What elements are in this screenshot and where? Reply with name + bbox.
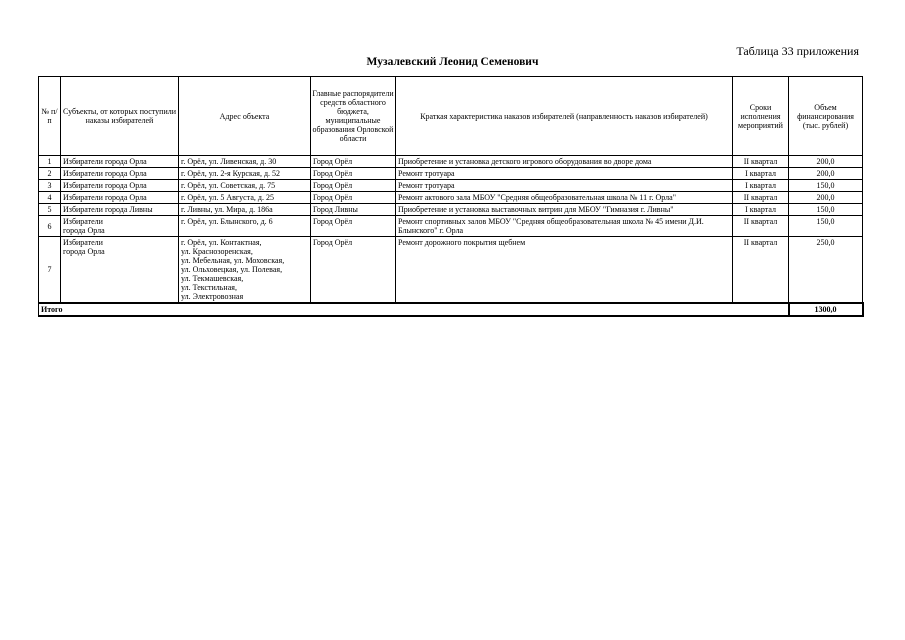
row-description: Ремонт дорожного покрытия щебнем [396, 237, 733, 304]
row-address-line: г. Орёл, ул. Контактная, [181, 238, 262, 247]
row-amount: 200,0 [789, 192, 863, 204]
row-address: г. Орёл, ул. 5 Августа, д. 25 [179, 192, 311, 204]
row-manager: Город Орёл [311, 156, 396, 168]
row-amount: 250,0 [789, 237, 863, 304]
row-subject: Избиратели города Орла [61, 180, 179, 192]
row-number: 4 [39, 192, 61, 204]
row-subject: Избиратели города Орла [61, 168, 179, 180]
column-header-subjects: Субъекты, от которых поступили наказы избирателей [61, 77, 179, 156]
table-caption: Таблица 33 приложения [736, 44, 859, 58]
row-number: 6 [39, 216, 61, 237]
row-subject-line: Избиратели [63, 217, 103, 226]
row-subject: Избиратели города Орла [61, 192, 179, 204]
row-address-line: ул. Текстильная, [181, 283, 237, 292]
row-description: Ремонт тротуара [396, 180, 733, 192]
row-term: II квартал [733, 192, 789, 204]
table-header-row [39, 77, 863, 156]
row-term: I квартал [733, 204, 789, 216]
row-description: Ремонт спортивных залов МБОУ "Средняя общеобразовательная школа № 45 имени Д.И. Блынского" г. Орла [396, 216, 733, 237]
row-number: 3 [39, 180, 61, 192]
row-address: г. Орёл, ул. Блынского, д. 6 [179, 216, 311, 237]
row-manager: Город Орёл [311, 237, 396, 304]
row-term: I квартал [733, 168, 789, 180]
total-amount: 1300,0 [789, 303, 863, 316]
row-term: II квартал [733, 216, 789, 237]
deputy-name: Музалевский Леонид Семенович [366, 56, 539, 68]
row-subject [61, 216, 179, 237]
row-subject: Избиратели города Орла [61, 156, 179, 168]
row-address [179, 237, 311, 304]
row-address: г. Орёл, ул. Советская, д. 75 [179, 180, 311, 192]
total-row [39, 303, 863, 316]
table-row [39, 168, 863, 180]
row-manager: Город Орёл [311, 216, 396, 237]
row-address-line: ул. Ольховецкая, ул. Полевая, [181, 265, 283, 274]
row-number: 1 [39, 156, 61, 168]
row-term: II квартал [733, 237, 789, 304]
row-subject-line: города Орла [63, 247, 105, 256]
table-row [39, 156, 863, 168]
row-number: 2 [39, 168, 61, 180]
column-header-address: Адрес объекта [179, 77, 311, 156]
row-term: II квартал [733, 156, 789, 168]
row-address-line: ул. Мебельная, ул. Моховская, [181, 256, 285, 265]
row-description: Ремонт актового зала МБОУ "Средняя общеобразовательная школа № 11 г. Орла" [396, 192, 733, 204]
row-number: 7 [39, 237, 61, 304]
row-amount: 150,0 [789, 216, 863, 237]
row-address-line: ул. Электровозная [181, 292, 244, 301]
row-term: I квартал [733, 180, 789, 192]
row-subject-line: города Орла [63, 226, 105, 235]
column-header-amount: Объем финансирования (тыс. рублей) [789, 77, 863, 156]
row-subject-line: Избиратели [63, 238, 103, 247]
row-address: г. Орёл, ул. Ливенская, д. 30 [179, 156, 311, 168]
column-header-num: № п/п [39, 77, 61, 156]
row-amount: 200,0 [789, 156, 863, 168]
row-address-line: ул. Краснозоренская, [181, 247, 253, 256]
column-header-managers: Главные распорядители средств областного бюджета, муниципальные образования Орловской области [311, 77, 396, 156]
row-manager: Город Орёл [311, 192, 396, 204]
voter-orders-table [38, 76, 864, 317]
row-description: Ремонт тротуара [396, 168, 733, 180]
table-row [39, 192, 863, 204]
table-row [39, 237, 863, 304]
row-description: Приобретение и установка выставочных витрин для МБОУ "Гимназия г. Ливны" [396, 204, 733, 216]
row-description: Приобретение и установка детского игрового оборудования во дворе дома [396, 156, 733, 168]
row-number: 5 [39, 204, 61, 216]
row-address-line: ул. Текмашевская, [181, 274, 244, 283]
total-label: Итого [39, 303, 789, 316]
column-header-terms: Сроки исполнения мероприятий [733, 77, 789, 156]
row-amount: 200,0 [789, 168, 863, 180]
row-manager: Город Ливны [311, 204, 396, 216]
row-manager: Город Орёл [311, 180, 396, 192]
table-row [39, 216, 863, 237]
table-row [39, 204, 863, 216]
row-address: г. Орёл, ул. 2-я Курская, д. 52 [179, 168, 311, 180]
table-row [39, 180, 863, 192]
row-manager: Город Орёл [311, 168, 396, 180]
row-subject: Избиратели города Ливны [61, 204, 179, 216]
row-amount: 150,0 [789, 204, 863, 216]
row-amount: 150,0 [789, 180, 863, 192]
column-header-description: Краткая характеристика наказов избирателей (направленность наказов избирателей) [396, 77, 733, 156]
row-address: г. Ливны, ул. Мира, д. 186а [179, 204, 311, 216]
row-subject [61, 237, 179, 304]
